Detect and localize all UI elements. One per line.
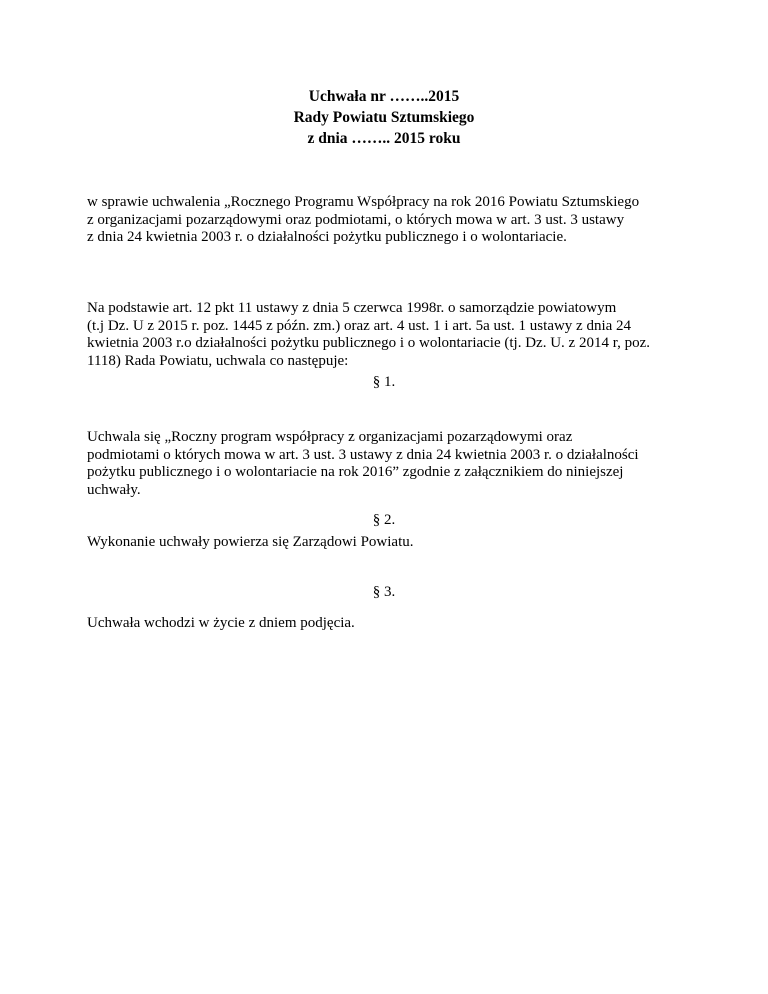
- subject-paragraph: [87, 194, 687, 247]
- subject-line: w sprawie uchwalenia „Rocznego Programu Współpracy na rok 2016 Powiatu Sztumskiego: [87, 194, 640, 210]
- section-1-line: Uchwala się „Roczny program współpracy z organizacjami pozarządowymi oraz: [87, 429, 573, 445]
- resolution-number: Uchwała nr ……..2015: [308, 88, 460, 105]
- issuing-council: Rady Powiatu Sztumskiego: [293, 109, 475, 126]
- section-3-line: Uchwała wchodzi w życie z dniem podjęcia.: [87, 615, 355, 631]
- section-1-mark: § 1.: [372, 374, 396, 390]
- section-2-line: Wykonanie uchwały powierza się Zarządowi Powiatu.: [87, 534, 414, 550]
- legal-basis-line: Na podstawie art. 12 pkt 11 ustawy z dnia 5 czerwca 1998r. o samorządzie powiatowym: [87, 300, 617, 316]
- subject-line: z organizacjami pozarządowymi oraz podmiotami, o których mowa w art. 3 ust. 3 ustawy: [87, 211, 625, 228]
- document-title: [0, 86, 768, 149]
- legal-basis-line: kwietnia 2003 r.o działalności pożytku publicznego i o wolontariacie (tj. Dz. U. z 2014 r, poz.: [87, 335, 650, 351]
- section-2-paragraph: [87, 534, 687, 552]
- section-3-mark: § 3.: [372, 584, 396, 600]
- section-1-line: uchwały.: [87, 481, 141, 498]
- legal-basis-line: (t.j Dz. U z 2015 r. poz. 1445 z późn. zm.) oraz art. 4 ust. 1 i art. 5a ust. 1 ustawy z dnia 24: [87, 317, 632, 334]
- resolution-date: z dnia …….. 2015 roku: [307, 130, 461, 147]
- section-1-line: pożytku publicznego i o wolontariacie na rok 2016” zgodnie z załącznikiem do niniejszej: [87, 464, 624, 480]
- legal-basis-line: 1118) Rada Powiatu, uchwala co następuje:: [87, 352, 349, 369]
- section-2-mark: § 2.: [372, 512, 396, 528]
- subject-line: z dnia 24 kwietnia 2003 r. o działalności pożytku publicznego i o wolontariacie.: [87, 229, 567, 245]
- section-3-paragraph: [87, 615, 687, 633]
- section-1-paragraph: [87, 429, 687, 499]
- section-1-line: podmiotami o których mowa w art. 3 ust. 3 ustawy z dnia 24 kwietnia 2003 r. o działalności: [87, 446, 639, 463]
- legal-basis-paragraph: [87, 300, 687, 370]
